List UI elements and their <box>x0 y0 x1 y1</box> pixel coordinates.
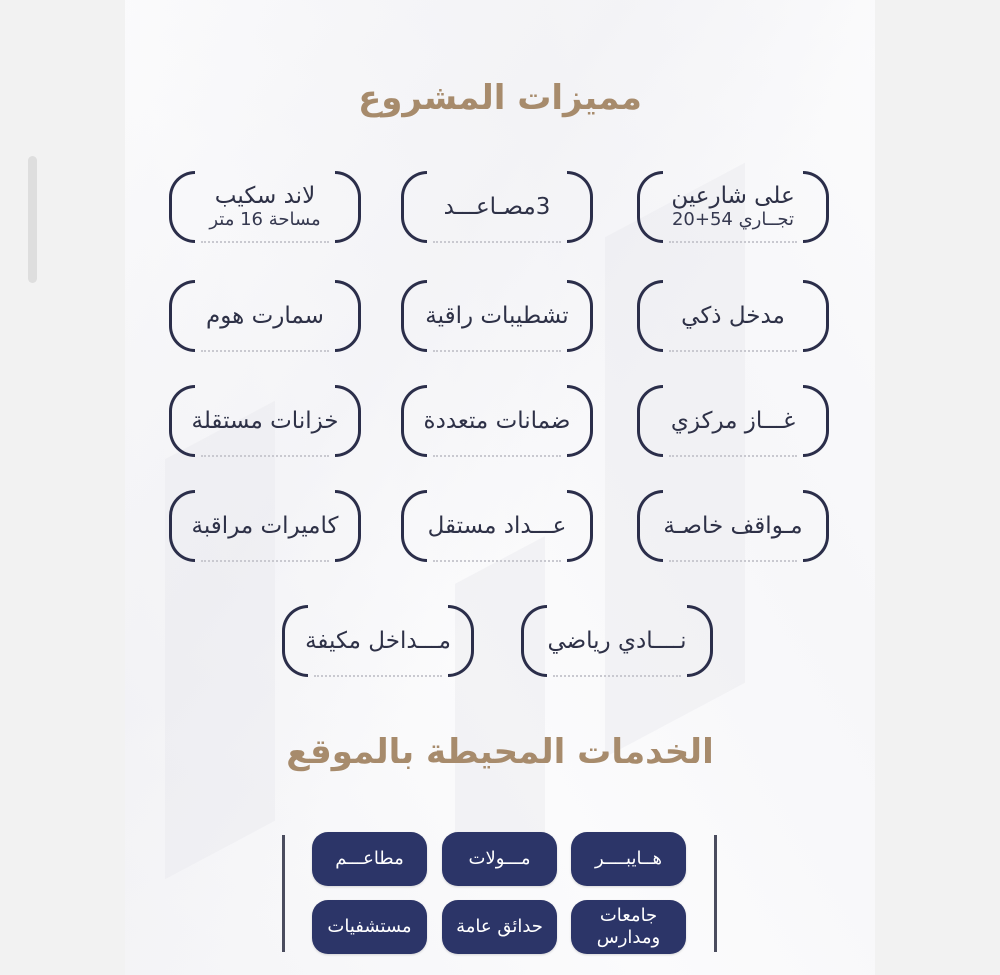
feature-label: مدخل ذكي <box>681 303 785 329</box>
bracket-left <box>401 490 427 562</box>
bracket-right <box>803 385 829 457</box>
dotted-underline <box>669 455 797 457</box>
feature-label: لاند سكيب <box>214 183 316 209</box>
bracket-right <box>335 385 361 457</box>
bracket-left <box>401 280 427 352</box>
feature-sublabel: مساحة 16 متر <box>209 209 321 230</box>
bracket-right <box>335 171 361 243</box>
bracket-right <box>567 280 593 352</box>
bracket-left <box>637 490 663 562</box>
feature-luxury-finishes <box>401 280 593 360</box>
dotted-underline <box>201 241 329 243</box>
feature-label: مـــداخل مكيفة <box>305 628 451 654</box>
bracket-left <box>401 171 427 243</box>
bracket-left <box>169 385 195 457</box>
bracket-right <box>803 171 829 243</box>
feature-multiple-warranties <box>401 385 593 465</box>
feature-label: 3مصـاعـــد <box>443 194 551 220</box>
service-hypermarket: هــايبــــر <box>571 832 686 886</box>
dotted-underline <box>433 560 561 562</box>
bracket-left <box>637 280 663 352</box>
bracket-left <box>637 171 663 243</box>
bracket-right <box>448 605 474 677</box>
feature-label: ضمانات متعددة <box>423 408 571 434</box>
service-universities-schools: جامعات ومدارس <box>571 900 686 954</box>
divider-line-left <box>282 835 285 952</box>
bracket-right <box>567 171 593 243</box>
bracket-left <box>521 605 547 677</box>
feature-label: تشطيبات راقية <box>425 303 569 329</box>
bracket-right <box>803 490 829 562</box>
bracket-right <box>335 490 361 562</box>
feature-private-parking <box>637 490 829 570</box>
feature-label: كاميرات مراقبة <box>191 513 339 539</box>
bracket-left <box>282 605 308 677</box>
divider-line-right <box>714 835 717 952</box>
bracket-left <box>169 490 195 562</box>
bracket-right <box>687 605 713 677</box>
service-restaurants: مطاعـــم <box>312 832 427 886</box>
feature-label: نــــادي رياضي <box>547 628 687 654</box>
service-hospitals: مستشفيات <box>312 900 427 954</box>
services-title: الخدمات المحيطة بالموقع <box>286 732 714 772</box>
dotted-underline <box>669 350 797 352</box>
dotted-underline <box>201 455 329 457</box>
feature-label: على شارعين <box>671 183 795 209</box>
background-facet <box>165 401 275 879</box>
feature-two-streets <box>637 171 829 251</box>
feature-central-gas <box>637 385 829 465</box>
bracket-right <box>803 280 829 352</box>
service-public-parks: حدائق عامة <box>442 900 557 954</box>
dotted-underline <box>433 350 561 352</box>
dotted-underline <box>669 560 797 562</box>
bracket-left <box>637 385 663 457</box>
dotted-underline <box>314 675 442 677</box>
bracket-right <box>335 280 361 352</box>
feature-independent-tanks <box>169 385 361 465</box>
dotted-underline <box>553 675 681 677</box>
feature-independent-meter <box>401 490 593 570</box>
feature-label: مـواقف خاصـة <box>663 513 803 539</box>
feature-smart-entrance <box>637 280 829 360</box>
bracket-left <box>401 385 427 457</box>
feature-sublabel: تجــاري 54+20 <box>671 209 795 230</box>
dotted-underline <box>433 241 561 243</box>
feature-label: غـــاز مركزي <box>670 408 796 434</box>
feature-gym <box>521 605 713 685</box>
feature-air-conditioned-entrances <box>282 605 474 685</box>
bracket-right <box>567 385 593 457</box>
bracket-right <box>567 490 593 562</box>
dotted-underline <box>669 241 797 243</box>
bracket-left <box>169 280 195 352</box>
features-title: مميزات المشروع <box>358 78 642 118</box>
project-features-poster <box>125 0 875 975</box>
feature-elevators <box>401 171 593 251</box>
feature-landscape <box>169 171 361 251</box>
service-malls: مـــولات <box>442 832 557 886</box>
feature-label: خزانات مستقلة <box>191 408 339 434</box>
feature-smart-home <box>169 280 361 360</box>
feature-label: سمارت هوم <box>206 303 324 329</box>
dotted-underline <box>201 560 329 562</box>
feature-label: عـــداد مستقل <box>427 513 567 539</box>
dotted-underline <box>433 455 561 457</box>
dotted-underline <box>201 350 329 352</box>
scroll-indicator[interactable] <box>28 156 37 283</box>
feature-security-cameras <box>169 490 361 570</box>
bracket-left <box>169 171 195 243</box>
